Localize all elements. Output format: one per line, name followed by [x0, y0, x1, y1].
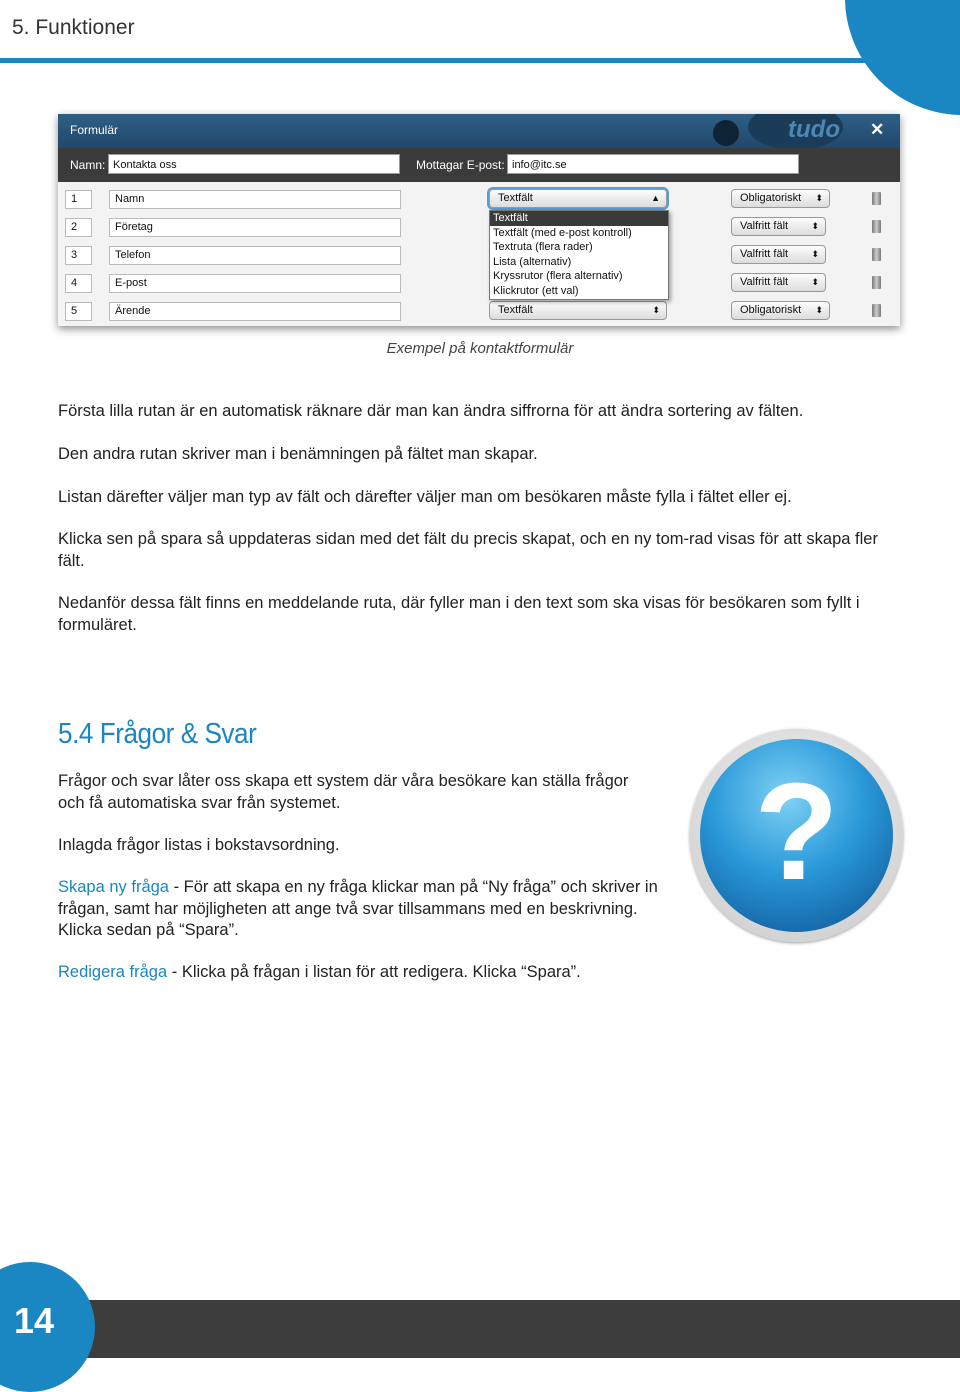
section-intro: Frågor och svar låter oss skapa ett system där våra besökare kan ställa frågor och få automatiska svar från systemet. [58, 772, 629, 812]
form-titlebar [58, 114, 900, 148]
required-value: Obligatoriskt [740, 304, 802, 316]
field-type-value: Textfält [498, 304, 533, 316]
field-name-input[interactable]: Företag [109, 218, 401, 237]
edit-question-link[interactable]: Redigera fråga [58, 963, 168, 981]
create-question-link[interactable]: Skapa ny fråga [58, 878, 169, 896]
section-heading: 5.4 Frågor & Svar [58, 718, 257, 750]
page-number: 14 [14, 1300, 55, 1341]
order-input[interactable]: 5 [65, 302, 92, 321]
field-name-input[interactable]: E-post [109, 274, 401, 293]
field-type-select[interactable] [489, 189, 667, 208]
edit-question-paragraph [58, 962, 698, 984]
trash-icon[interactable] [872, 248, 881, 261]
required-value: Valfritt fält [740, 248, 789, 260]
footer-bar [0, 1300, 960, 1358]
tudo-logo: tudo [788, 116, 840, 143]
question-icon-disc [700, 739, 893, 932]
select-arrows-icon: ⬍ [811, 277, 819, 287]
email-input[interactable]: info@itc.se [507, 154, 799, 174]
paragraph: Första lilla rutan är en automatisk räknare där man kan ändra siffrorna för att ändra sortering av fälten. [58, 402, 804, 420]
question-glyph: ? [754, 755, 839, 909]
form-row [58, 298, 900, 326]
dropdown-option[interactable]: Klickrutor (ett val) [493, 284, 579, 297]
select-arrows-icon: ⬍ [811, 249, 819, 259]
order-input[interactable]: 3 [65, 246, 92, 265]
form-screenshot [58, 114, 900, 326]
required-value: Valfritt fält [740, 276, 789, 288]
name-input[interactable]: Kontakta oss [108, 154, 400, 174]
field-type-select[interactable] [489, 301, 667, 320]
form-row [58, 186, 900, 214]
form-row [58, 270, 900, 298]
figure-caption: Exempel på kontaktformulär [386, 340, 574, 357]
form-row [58, 242, 900, 270]
field-type-value: Textfält [498, 192, 533, 204]
trash-icon[interactable] [872, 220, 881, 233]
order-input[interactable]: 2 [65, 218, 92, 237]
paragraph: Listan därefter väljer man typ av fält och därefter väljer man om besökaren måste fylla i fältet eller ej. [58, 488, 792, 506]
question-mark-icon [690, 729, 903, 942]
edit-question-text: - Klicka på frågan i listan för att redigera. Klicka “Spara”. [167, 963, 581, 981]
paragraph: Den andra rutan skriver man i benämningen på fältet man skapar. [58, 445, 538, 463]
select-arrows-icon: ▲ [651, 193, 660, 203]
form-row [58, 214, 900, 242]
order-input[interactable]: 4 [65, 274, 92, 293]
dropdown-option[interactable]: Textfält [490, 211, 668, 226]
required-select[interactable] [731, 217, 826, 236]
field-name-input[interactable]: Telefon [109, 246, 401, 265]
required-select[interactable] [731, 245, 826, 264]
paragraph: Klicka sen på spara så uppdateras sidan med det fält du precis skapat, och en ny tom-rad visas för att skapa fler fält. [58, 530, 878, 570]
required-select[interactable] [731, 189, 830, 208]
dropdown-option[interactable]: Textfält (med e-post kontroll) [493, 226, 632, 239]
field-name-input[interactable]: Ärende [109, 302, 401, 321]
select-arrows-icon: ⬍ [815, 193, 823, 203]
page-header-title: 5. Funktioner [12, 16, 135, 39]
create-question-paragraph [58, 877, 673, 942]
close-icon[interactable]: ✕ [870, 120, 885, 139]
required-value: Valfritt fält [740, 220, 789, 232]
form-window-title: Formulär [70, 123, 119, 137]
field-type-dropdown [489, 210, 669, 300]
trash-icon[interactable] [872, 276, 881, 289]
select-arrows-icon: ⬍ [652, 305, 660, 315]
paragraph: Nedanför dessa fält finns en meddelande ruta, där fyller man i den text som ska visas för besökaren som fyllt i formuläret. [58, 594, 860, 634]
select-arrows-icon: ⬍ [811, 221, 819, 231]
dropdown-option[interactable]: Kryssrutor (flera alternativ) [493, 270, 623, 282]
create-question-text: - För att skapa en ny fråga klickar man på “Ny fråga” och skriver in frågan, samt har möjligheten att ange två svar tillsammans med en beskrivning. Klicka sedan på “Spara”. [58, 878, 658, 939]
email-label: Mottagar E-post: [416, 158, 505, 172]
trash-icon[interactable] [872, 304, 881, 317]
select-arrows-icon: ⬍ [815, 305, 823, 315]
trash-icon[interactable] [872, 192, 881, 205]
header-rule [0, 58, 960, 63]
name-label: Namn: [70, 158, 106, 172]
form-name-bar [58, 148, 900, 182]
logo-deco-dot [713, 120, 739, 146]
required-value: Obligatoriskt [740, 192, 802, 204]
dropdown-option[interactable]: Textruta (flera rader) [493, 241, 593, 253]
field-name-input[interactable]: Namn [109, 190, 401, 209]
order-input[interactable]: 1 [65, 190, 92, 209]
dropdown-option[interactable]: Lista (alternativ) [493, 255, 572, 268]
required-select[interactable] [731, 301, 830, 320]
required-select[interactable] [731, 273, 826, 292]
section-sorted-note: Inlagda frågor listas i bokstavsordning. [58, 836, 340, 854]
